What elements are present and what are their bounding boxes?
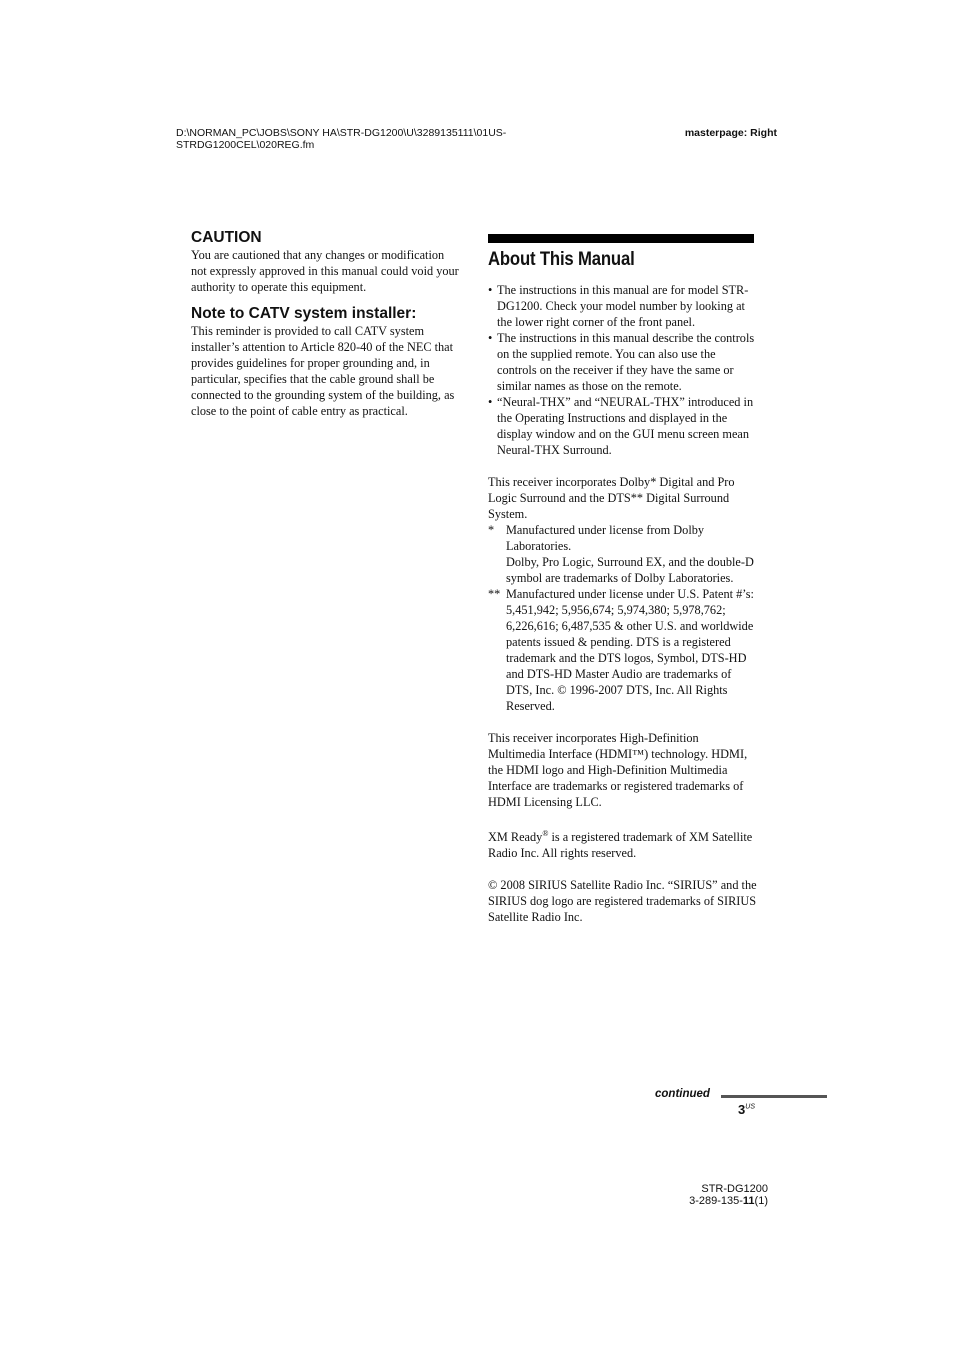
page-number: $3^{US}$ xyxy=(738,1102,755,1117)
sirius-paragraph: © 2008 SIRIUS Satellite Radio Inc. “SIRIUS” and the SIRIUS dog logo are registered trademarks of SIRIUS Satellite Radio Inc. xyxy=(488,878,757,925)
file-path-line-2: STRDG1200CEL\020REG.fm xyxy=(176,139,315,151)
model-name: STR-DG1200 xyxy=(701,1183,768,1195)
footnote-dts xyxy=(488,586,758,714)
xm-prefix: XM Ready xyxy=(488,830,543,845)
catv-heading: Note to CATV system installer: xyxy=(191,305,417,322)
continued-marker xyxy=(655,1087,827,1103)
file-path-line-1: D:\NORMAN_PC\JOBS\SONY HA\STR-DG1200\U\3289135111\01US- xyxy=(176,127,507,139)
registered-mark: ® xyxy=(542,829,549,838)
section-rule xyxy=(488,234,754,243)
left-column xyxy=(191,229,459,419)
footnote-mark: * xyxy=(488,523,495,537)
continued-rule xyxy=(721,1095,827,1098)
list-item: • The instructions in this manual are for model STR-DG1200. Check your model number by looking at the lower right corner of the front panel. xyxy=(488,283,749,329)
list-item: • The instructions in this manual describe the controls on the supplied remote. You can also use the controls on the receiver if they have the same or similar names as those on the remote. xyxy=(488,331,755,393)
hdmi-paragraph: This receiver incorporates High-Definition Multimedia Interface (HDMI™) technology. HDMI, the HDMI logo and High-Definition Multimedia Interface are trademarks or registered trademarks of HDMI Licensing LLC. xyxy=(488,731,748,809)
footnote-text-2: Dolby, Pro Logic, Surround EX, and the double-D symbol are trademarks of Dolby Laboratories. xyxy=(506,555,754,585)
continued-label: continued xyxy=(655,1088,710,1100)
about-bullet-list xyxy=(488,282,758,458)
list-item: • “Neural-THX” and “NEURAL-THX” introduced in the Operating Instructions and displayed in the display window and on the GUI menu screen mean Neural-THX Surround. xyxy=(488,395,754,457)
footnote-mark: ** xyxy=(488,587,501,601)
masterpage-label: masterpage: Right xyxy=(684,127,777,139)
xm-paragraph xyxy=(488,826,758,861)
file-path-header xyxy=(176,127,596,151)
about-heading: About This Manual xyxy=(488,249,635,270)
bullet-icon: • xyxy=(488,395,493,409)
model-code-block xyxy=(660,1183,768,1207)
xm-suffix: is a registered trademark of XM Satellite Radio Inc. All rights reserved. xyxy=(488,830,753,861)
page-suffix: US xyxy=(745,1103,755,1111)
caution-heading: CAUTION xyxy=(191,229,262,246)
dolby-paragraph: This receiver incorporates Dolby* Digital and Pro Logic Surround and the DTS** Digital Surround System. xyxy=(488,475,735,521)
catv-text: This reminder is provided to call CATV system installer’s attention to Article 820-40 of the NEC that provides guidelines for proper grounding and, in particular, specifies that the cable ground shall be connected to the grounding system of the building, as close to the point of cable entry as practical. xyxy=(191,324,455,418)
right-column xyxy=(488,234,758,925)
footnote-dolby xyxy=(488,522,758,586)
bullet-icon: • xyxy=(488,331,493,345)
caution-text: You are cautioned that any changes or modification not expressly approved in this manual could void your authority to operate this equipment. xyxy=(191,248,459,294)
bullet-icon: • xyxy=(488,283,493,297)
footnote-text: Manufactured under license from Dolby Laboratories. xyxy=(506,523,705,553)
footnote-text: Manufactured under license under U.S. Patent #’s: 5,451,942; 5,956,674; 5,974,380; 5,978,762; 6,226,616; 6,487,535 & other U.S. and worldwide patents issued & pending. DTS is a registered trademark and the DTS logos, Symbol, DTS-HD and DTS-HD Master Audio are trademarks of DTS, Inc. © 1996-2007 DTS, Inc. All Rights Reserved. xyxy=(506,587,754,713)
part-code: 3-289-135-11(1) xyxy=(689,1195,768,1207)
